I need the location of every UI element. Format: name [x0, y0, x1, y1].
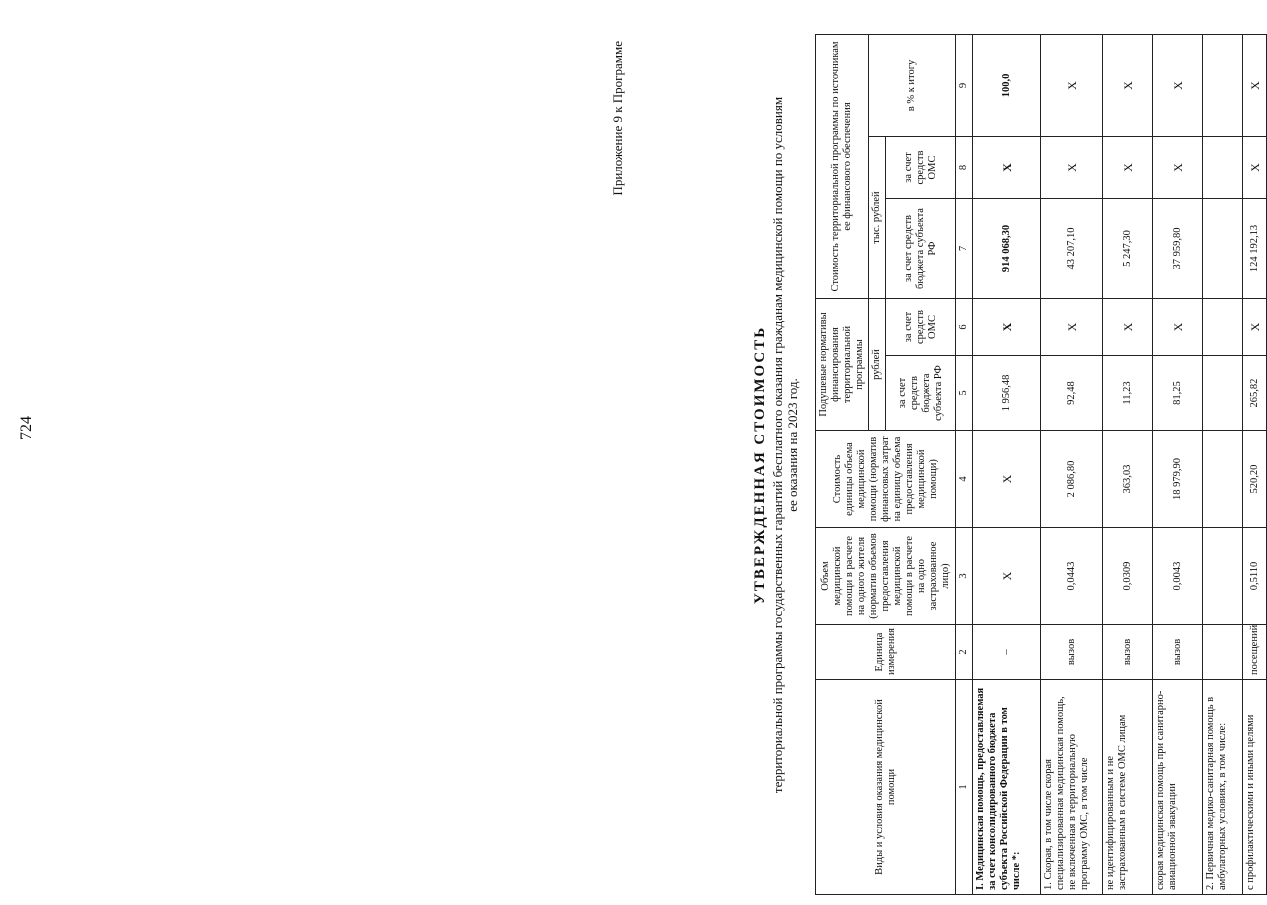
row-volume: 0,0443 [1041, 528, 1103, 625]
row-cost-oms: X [1103, 137, 1153, 199]
header-norm-budget: за счет средств бюджета субъекта РФ [886, 356, 956, 431]
row-unit: вызов [1041, 625, 1103, 680]
row-norm-budget: 11,23 [1103, 356, 1153, 431]
cost-table-wrapper [815, 35, 1267, 895]
row-cost-budget: 5 247,30 [1103, 199, 1153, 299]
col-number: 5 [956, 356, 973, 431]
col-number: 4 [956, 431, 973, 528]
table-row [1041, 34, 1103, 894]
row-cost-oms [1203, 137, 1243, 199]
row-unit-cost: 2 086,80 [1041, 431, 1103, 528]
header-cost-budget: за счет средств бюджета субъекта РФ [886, 199, 956, 299]
row-percent: X [1103, 34, 1153, 136]
col-number: 6 [956, 299, 973, 356]
page-number: 724 [18, 416, 35, 440]
table-row [1153, 34, 1203, 894]
cost-table [815, 34, 1267, 895]
header-unit-cost: Стоимость единицы объема медицинской помощи (норматив финансовых затрат на единицу объема предоставления медицинской помощи) [816, 431, 956, 528]
row-norm-oms: X [1041, 299, 1103, 356]
row-percent: X [1041, 34, 1103, 136]
row-norm-oms: X [1103, 299, 1153, 356]
col-number: 2 [956, 625, 973, 680]
row-unit: – [973, 625, 1041, 680]
row-cost-oms: X [973, 137, 1041, 199]
row-unit-cost: 520,20 [1243, 431, 1267, 528]
row-name: 1. Скорая, в том числе скорая специализированная медицинская помощь, не включенная в территориальную программу ОМС, в том числе [1041, 680, 1103, 895]
col-number: 9 [956, 34, 973, 136]
header-cost-unit: тыс. рублей [869, 137, 886, 299]
rotated-page [610, 35, 1262, 895]
row-norm-budget: 1 956,48 [973, 356, 1041, 431]
row-cost-budget [1203, 199, 1243, 299]
header-services: Виды и условия оказания медицинской помощи [816, 680, 956, 895]
row-norm-oms [1203, 299, 1243, 356]
row-percent: 100,0 [973, 34, 1041, 136]
row-volume [1203, 528, 1243, 625]
header-cost-group: Стоимость территориальной программы по источникам ее финансового обеспечения [816, 34, 869, 298]
header-volume: Объем медицинской помощи в расчете на одного жителя (норматив объемов предоставления медицинской помощи в расчете на одно застрахованное лицо) [816, 528, 956, 625]
row-cost-budget: 43 207,10 [1041, 199, 1103, 299]
table-row [1103, 34, 1153, 894]
row-percent [1203, 34, 1243, 136]
row-cost-budget: 914 068,30 [973, 199, 1041, 299]
row-volume: 0,0309 [1103, 528, 1153, 625]
header-norm-group: Подушевые нормативы финансирования территориальной программы [816, 299, 869, 431]
row-unit [1203, 625, 1243, 680]
row-volume: 0,5110 [1243, 528, 1267, 625]
row-name: с профилактическими и иными целями [1243, 680, 1267, 895]
header-norm-oms: за счет средств ОМС [886, 299, 956, 356]
appendix-label: Приложение 9 к Программе [610, 41, 625, 196]
row-name: 2. Первичная медико-санитарная помощь в амбулаторных условиях, в том числе: [1203, 680, 1243, 895]
table-row [1203, 34, 1243, 894]
row-cost-oms: X [1041, 137, 1103, 199]
header-unit: Единица измерения [816, 625, 956, 680]
document-subtitle: территориальной программы государственных гарантий бесплатного оказания гражданам медицинской помощи по условиям ее оказания на 2023 год. [770, 96, 800, 794]
row-unit: вызов [1153, 625, 1203, 680]
row-volume: X [973, 528, 1041, 625]
col-number: 3 [956, 528, 973, 625]
document-title: УТВЕРЖДЕННАЯ СТОИМОСТЬ [752, 325, 768, 605]
table-row [1243, 34, 1267, 894]
row-cost-budget: 37 959,80 [1153, 199, 1203, 299]
row-name: не идентифицированным и не застрахованным в системе ОМС лицам [1103, 680, 1153, 895]
row-name: I. Медицинская помощь, предоставляемая за счет консолидированного бюджета субъекта Российской Федерации в том числе *: [973, 680, 1041, 895]
row-volume: 0,0043 [1153, 528, 1203, 625]
row-unit-cost: X [973, 431, 1041, 528]
row-percent: X [1153, 34, 1203, 136]
row-norm-budget: 81,25 [1153, 356, 1203, 431]
row-percent: X [1243, 34, 1267, 136]
row-norm-budget: 92,48 [1041, 356, 1103, 431]
row-unit: посещений [1243, 625, 1267, 680]
row-unit: вызов [1103, 625, 1153, 680]
row-norm-budget: 265,82 [1243, 356, 1267, 431]
header-norm-unit: рублей [869, 299, 886, 431]
row-cost-oms: X [1243, 137, 1267, 199]
row-name: скорая медицинская помощь при санитарно-авиационной эвакуации [1153, 680, 1203, 895]
row-unit-cost: 363,03 [1103, 431, 1153, 528]
row-norm-oms: X [1243, 299, 1267, 356]
header-percent: в % к итогу [869, 34, 956, 136]
row-norm-budget [1203, 356, 1243, 431]
row-unit-cost [1203, 431, 1243, 528]
column-number-row [956, 34, 973, 894]
row-cost-oms: X [1153, 137, 1203, 199]
row-unit-cost: 18 979,90 [1153, 431, 1203, 528]
row-norm-oms: X [973, 299, 1041, 356]
col-number: 7 [956, 199, 973, 299]
col-number: 8 [956, 137, 973, 199]
document-header [610, 35, 800, 895]
table-row [973, 34, 1041, 894]
row-cost-budget: 124 192,13 [1243, 199, 1267, 299]
col-number: 1 [956, 680, 973, 895]
row-norm-oms: X [1153, 299, 1203, 356]
header-cost-oms: за счет средств ОМС [886, 137, 956, 199]
